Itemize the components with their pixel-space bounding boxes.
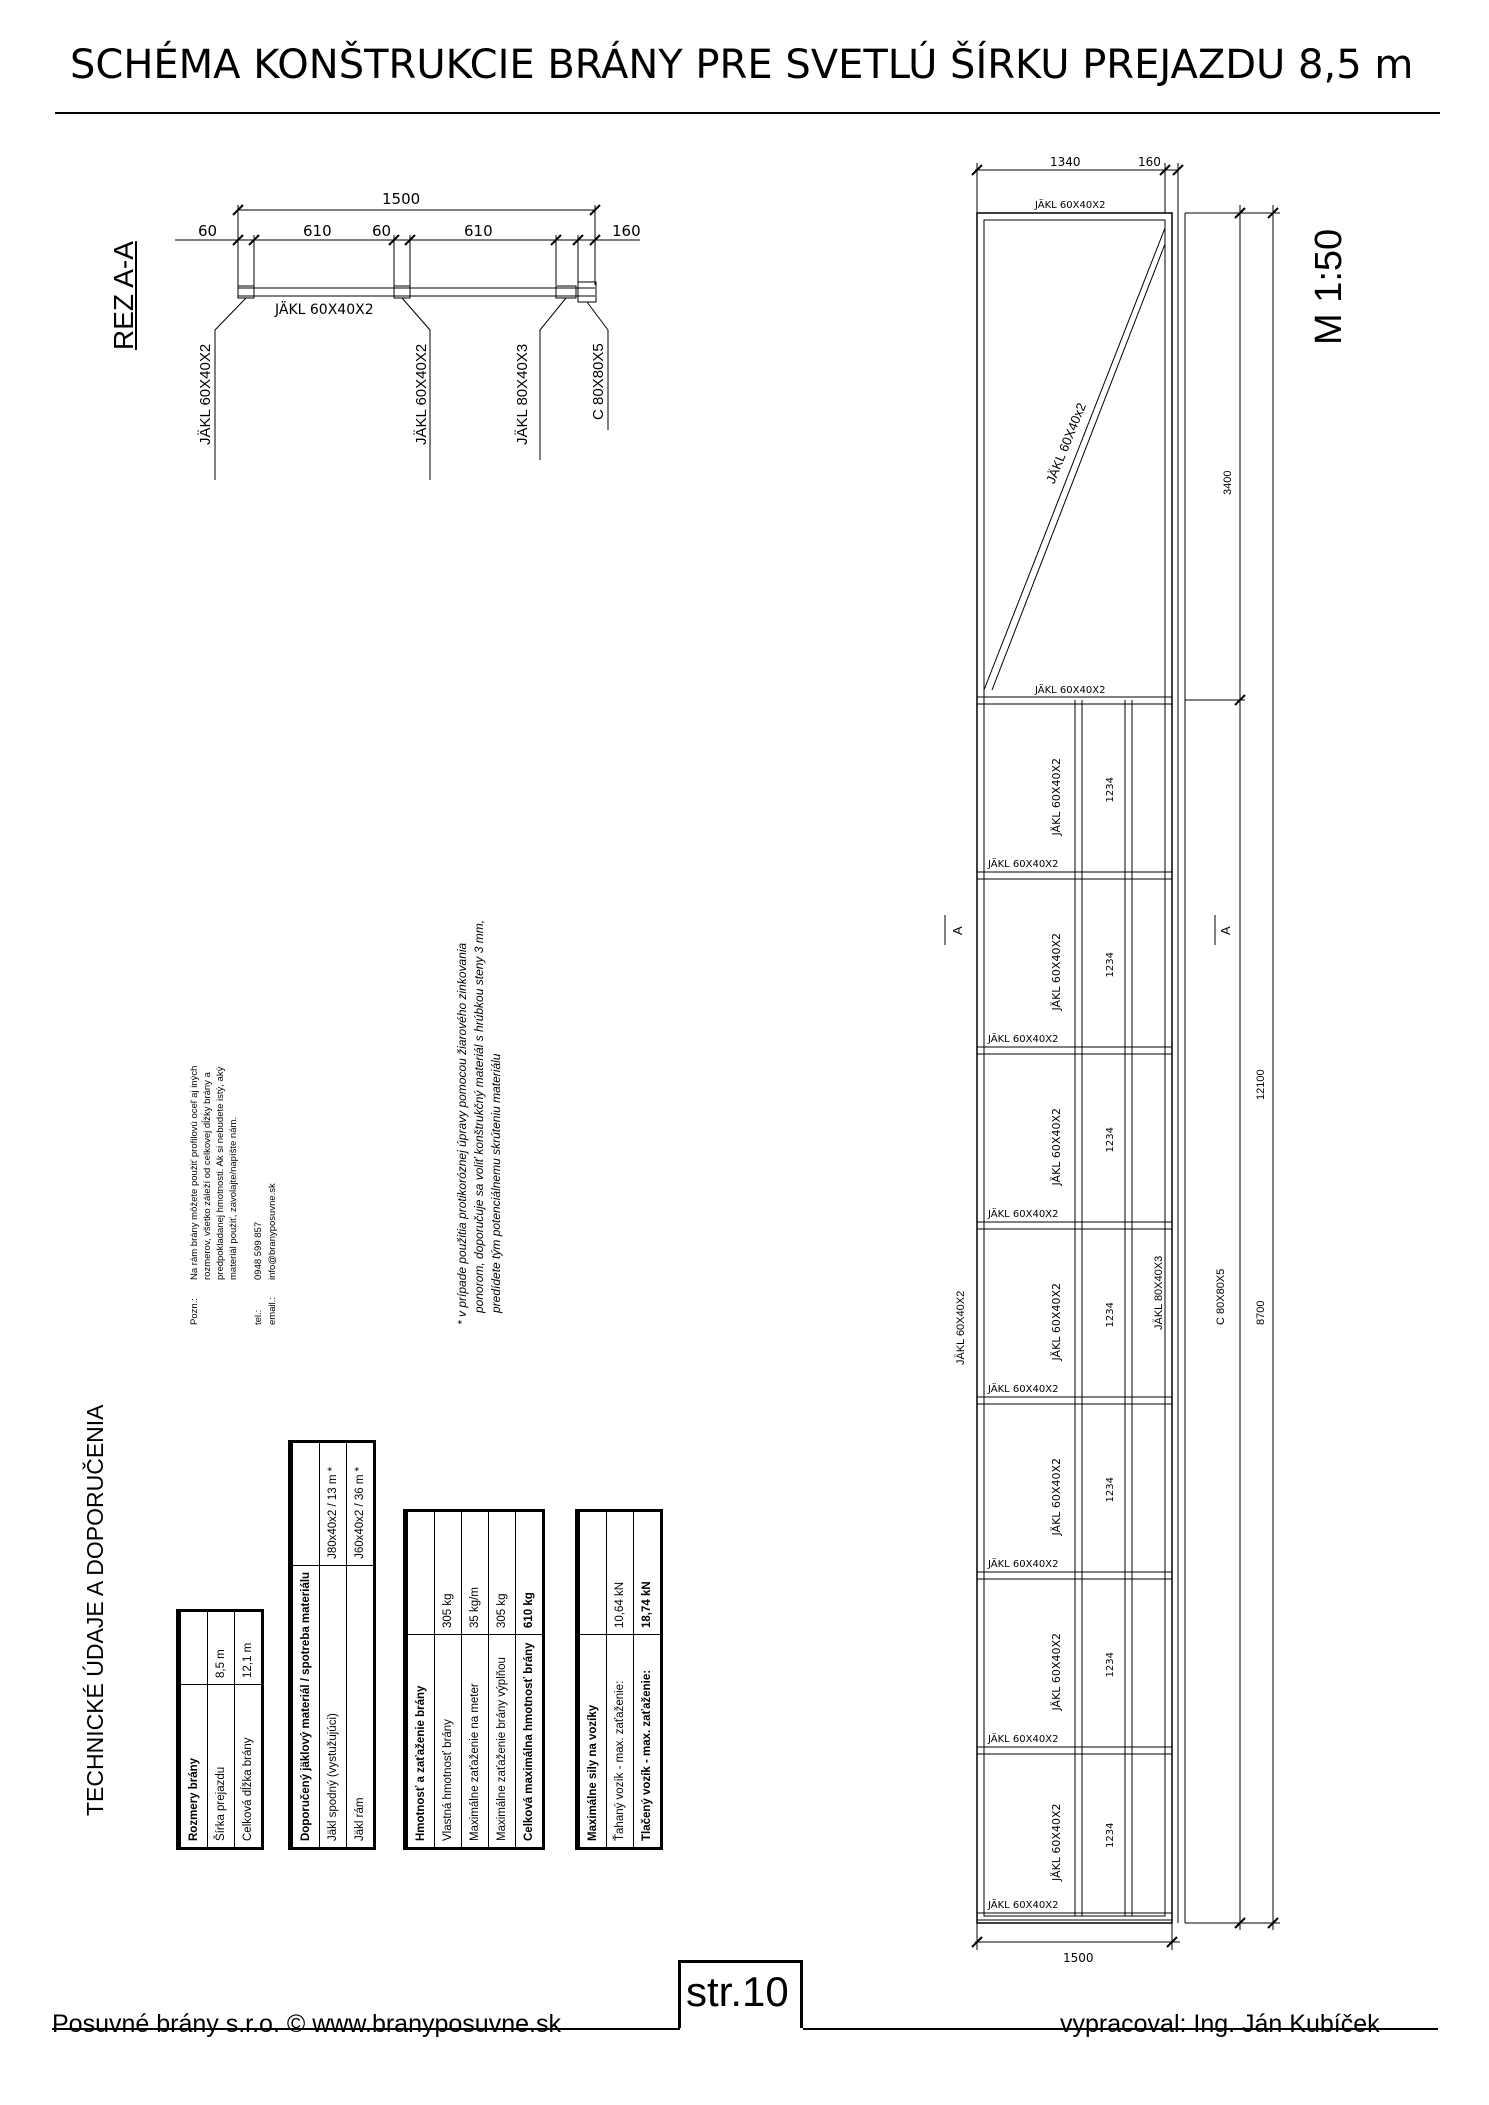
note-label: Pozn.: <box>189 1298 200 1325</box>
table-row: Celková maximálna hmotnosť brány 610 kg <box>516 1511 544 1849</box>
crossbar-label: JÄKL 60X40X2 <box>988 1034 1059 1045</box>
email-value: info@branyposuvne.sk <box>267 1183 278 1280</box>
vertical-label: JÄKL 60X40X2 <box>1050 758 1063 836</box>
top-rail-label: JÄKL 60X40X2 <box>1035 200 1106 211</box>
tech-heading: TECHNICKÉ ÚDAJE A DOPORUČENIA <box>82 1404 108 1816</box>
callout-jakl-3: JÄKL 80X40X3 <box>514 343 531 445</box>
table-row: Maximálne sily na vozíky <box>578 1511 607 1849</box>
table-row: Jäkl spodný (vystužujúci) J80x40x2 / 13 m * <box>320 1441 347 1848</box>
upper-crossbar-label: JÄKL 60X40X2 <box>1035 685 1106 696</box>
asterisk-note: * v prípade použitia protikoróznej úpravy pomocou žiarového zinkovania ponorom, doporučuje sa voliť konštrukčný materiál s hrúbkou steny 3 mm, predídete tým potenciálnemu skrúteniu materiálu <box>455 919 503 1325</box>
left-rail-label: JÄKL 60X40X2 <box>955 1290 967 1365</box>
tel-label: tel.: <box>253 1309 264 1325</box>
crossbar-label: JÄKL 60X40X2 <box>988 1900 1059 1911</box>
spacing-label: 1234 <box>1105 1302 1116 1328</box>
table-row: Rozmery brány <box>179 1611 208 1849</box>
spacing-label: 1234 <box>1105 1127 1116 1153</box>
tel-value: 0948 599 857 <box>253 1221 264 1280</box>
vertical-label: JÄKL 60X40X2 <box>1050 1458 1063 1536</box>
page-number: str.10 <box>686 1968 789 2015</box>
bottom-rail-label: JÄKL 80X40X3 <box>1153 1255 1165 1330</box>
dim-1340: 1340 <box>1050 155 1081 169</box>
callout-c-profile: C 80X80X5 <box>590 343 607 420</box>
section-mark-right: A <box>1218 926 1233 935</box>
spacing-label: 1234 <box>1105 1477 1116 1503</box>
dim-1500: 1500 <box>382 190 421 208</box>
table-row: Maximálne zaťaženie na meter 35 kg/m <box>462 1511 489 1849</box>
dim-1500-bottom: 1500 <box>1063 1951 1094 1965</box>
dim-60-a: 60 <box>198 222 218 240</box>
vertical-label: JÄKL 60X40X2 <box>1050 1108 1063 1186</box>
crossbar-label: JÄKL 60X40X2 <box>988 859 1059 870</box>
dim-3400: 3400 <box>1222 470 1234 495</box>
footer-company: Posuvné brány s.r.o. © www.branyposuvne.sk <box>52 2010 561 2038</box>
spacing-label: 1234 <box>1105 1822 1116 1848</box>
table-row: Šírka prejazdu 8,5 m <box>208 1611 235 1849</box>
spacing-label: 1234 <box>1105 952 1116 978</box>
section-profile-label: JÄKL 60X40X2 <box>275 302 374 318</box>
scale-label: M 1:50 <box>1308 228 1350 345</box>
table-row: Celková dĺžka brány 12,1 m <box>235 1611 263 1849</box>
table-row: Maximálne zaťaženie brány výplňou 305 kg <box>489 1511 516 1849</box>
dim-160: 160 <box>612 222 641 240</box>
email-label: email.: <box>267 1297 278 1325</box>
vertical-label: JÄKL 60X40X2 <box>1050 1803 1063 1881</box>
crossbar-label: JÄKL 60X40X2 <box>988 1559 1059 1570</box>
dim-8700: 8700 <box>1255 1300 1267 1325</box>
callout-jakl-1: JÄKL 60X40X2 <box>197 343 214 445</box>
table-row: Ťahaný vozík - max. zaťaženie: 10,64 kN <box>607 1511 634 1849</box>
footer-author: vypracoval: Ing. Ján Kubíček <box>1060 2010 1380 2038</box>
dim-610-b: 610 <box>464 222 493 240</box>
vertical-label: JÄKL 60X40X2 <box>1050 1283 1063 1361</box>
diagonal-label: JÄKL 60X40x2 <box>1043 400 1089 486</box>
table-row: Jäkl rám J60x40x2 / 36 m * <box>347 1441 375 1848</box>
c-profile-label: C 80X80X5 <box>1215 1268 1227 1325</box>
dim-160-top: 160 <box>1138 155 1161 169</box>
dim-60-b: 60 <box>372 222 392 240</box>
dim-12100: 12100 <box>1255 1069 1267 1100</box>
spacing-label: 1234 <box>1105 777 1116 803</box>
page-title: SCHÉMA KONŠTRUKCIE BRÁNY PRE SVETLÚ ŠÍRKU PREJAZDU 8,5 m <box>70 42 1414 88</box>
dim-610-a: 610 <box>303 222 332 240</box>
vertical-label: JÄKL 60X40X2 <box>1050 933 1063 1011</box>
table-row: Tlačený vozík - max. zaťaženie: 18,74 kN <box>634 1511 662 1849</box>
callout-jakl-2: JÄKL 60X40X2 <box>413 343 430 445</box>
crossbar-label: JÄKL 60X40X2 <box>988 1384 1059 1395</box>
vertical-label: JÄKL 60X40X2 <box>1050 1633 1063 1711</box>
table-row: Hmotnosť a zaťaženie brány <box>406 1511 435 1849</box>
table-row: Vlastná hmotnosť brány 305 kg <box>435 1511 462 1849</box>
crossbar-label: JÄKL 60X40X2 <box>988 1734 1059 1745</box>
spacing-label: 1234 <box>1105 1652 1116 1678</box>
note-text: Na rám brány môžete použiť profilovú oceľ aj iných rozmerov, všetko záleží od celkovej dĺžky brány a predpokladanej hmotnosti. Ak si nebudete istý, aký materiál použiť, zavolajte/napíšte nám. <box>189 1065 239 1280</box>
table-row: Doporučený jäklový materiál / spotreba materiálu <box>291 1441 320 1848</box>
crossbar-label: JÄKL 60X40X2 <box>988 1209 1059 1220</box>
section-mark-left: A <box>950 926 965 935</box>
section-title: REZ A-A <box>108 241 139 350</box>
